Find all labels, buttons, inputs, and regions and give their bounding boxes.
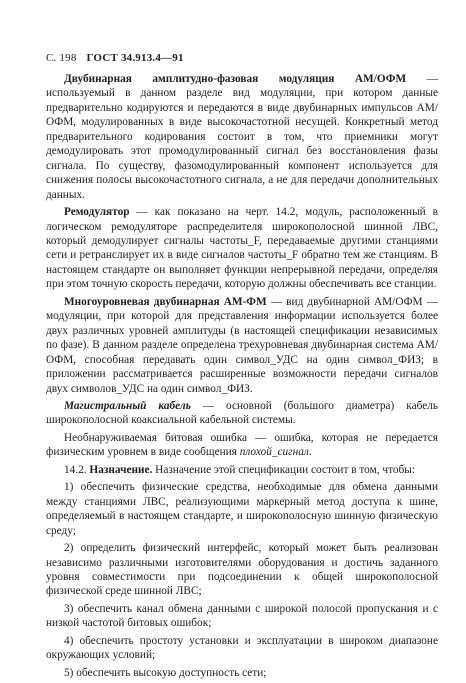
list-item: 4) обеспечить простоту установки и эксплуатации в широком диапазоне окружающих условий;	[46, 634, 438, 662]
definition-term: Магистральный кабель	[64, 399, 191, 412]
definition-text: — вид двубинарной АМ/ОФМ — модуляции, при которой для представления информации используется более двух различных уровней амплитуды (в настоящей спецификации независимых по фазе). В данном разделе определена трехуровневая двубинарная система АМ/ОФМ, способная передавать один символ_УДС на один символ_ФИЗ; в приложении рассматривается расширенные возможности передачи сигналов двух символов_УДС на один символ_ФИЗ.	[46, 295, 439, 395]
page-number: С. 198	[46, 52, 77, 64]
definition-paragraph	[46, 72, 438, 202]
list-item: 2) определить физический интерфейс, который может быть реализован независимо различными изготовителями оборудования и достичь заданного уровня совместимости при подсоединении к общей широкополосной физической среде шинной ЛВС;	[46, 542, 438, 598]
list-item: 5) обеспечить высокую доступность сети;	[64, 666, 267, 679]
definition-paragraph	[46, 205, 438, 292]
definition-text-tail: .	[308, 446, 312, 459]
list-item: 1) обеспечить физические средства, необходимые для обмена данными между станциями ЛВС, реализующими маркерный метод доступа к шине, определяемый в настоящем стандарте, и широкополосную шинную физическую среду;	[46, 481, 438, 537]
definition-text: Необнаруживаемая битовая ошибка — ошибка, которая не передается физическим уровнем в виде сообщения	[46, 431, 438, 459]
signal-name: плохой_сигнал	[239, 446, 309, 459]
list-item: 3) обеспечить канал обмена данными с широкой полосой пропускания и с низкой частотой битовых ошибок;	[46, 602, 438, 630]
definition-term: Многоуровневая двубинарная АМ-ФМ	[64, 295, 267, 308]
definition-paragraph	[46, 295, 438, 396]
definition-paragraph	[46, 431, 438, 460]
definition-text: — основной (большого диаметра) кабель широкополосной коаксиальной кабельной системы.	[46, 399, 438, 427]
section-text: Назначение этой спецификации состоит в том, чтобы:	[152, 463, 415, 476]
section-number: 14.2.	[64, 463, 87, 476]
definition-text: — как показано на черт. 14.2, модуль, расположенный в логическом ремодуляторе распределителя широкополосной шинной ЛВС, который демодулирует сигналы частоты_F, передаваемые другими станциями сети и ретранслирует их в виде сигналов частоты_F обратно тем же станциям. В настоящем стандарте он выполняет функции непрерывной передачи, определяя при этом точную скорость передачи, которую должны обеспечивать все станции.	[46, 206, 438, 291]
standard-code: ГОСТ 34.913.4—91	[86, 52, 184, 64]
section-title: Назначение.	[89, 463, 153, 476]
definition-term: Ремодулятор	[64, 206, 130, 219]
definition-term: Двубинарная амплитудно-фазовая модуляция АМ/ОФМ	[64, 73, 407, 85]
definition-text: — используемый в данном разделе вид модуляции, при котором данные предварительно кодируются и передаются в виде двубинарных импульсов АМ/ОФМ, модулированных в виде высокочастотной несущей. Конкретный метод предварительного кодирования состоит в том, что приемники могут демодулировать этот промодулированный сигнал без восстановления фазы сигнала. По существу, фазомодулированный компонент используется для снижения полосы высокочастотного сигнала, а не для передачи дополнительных данных.	[46, 73, 438, 201]
definition-paragraph	[46, 399, 438, 428]
document-body	[46, 72, 438, 683]
page-header	[46, 52, 184, 64]
section-heading-paragraph	[46, 463, 438, 477]
